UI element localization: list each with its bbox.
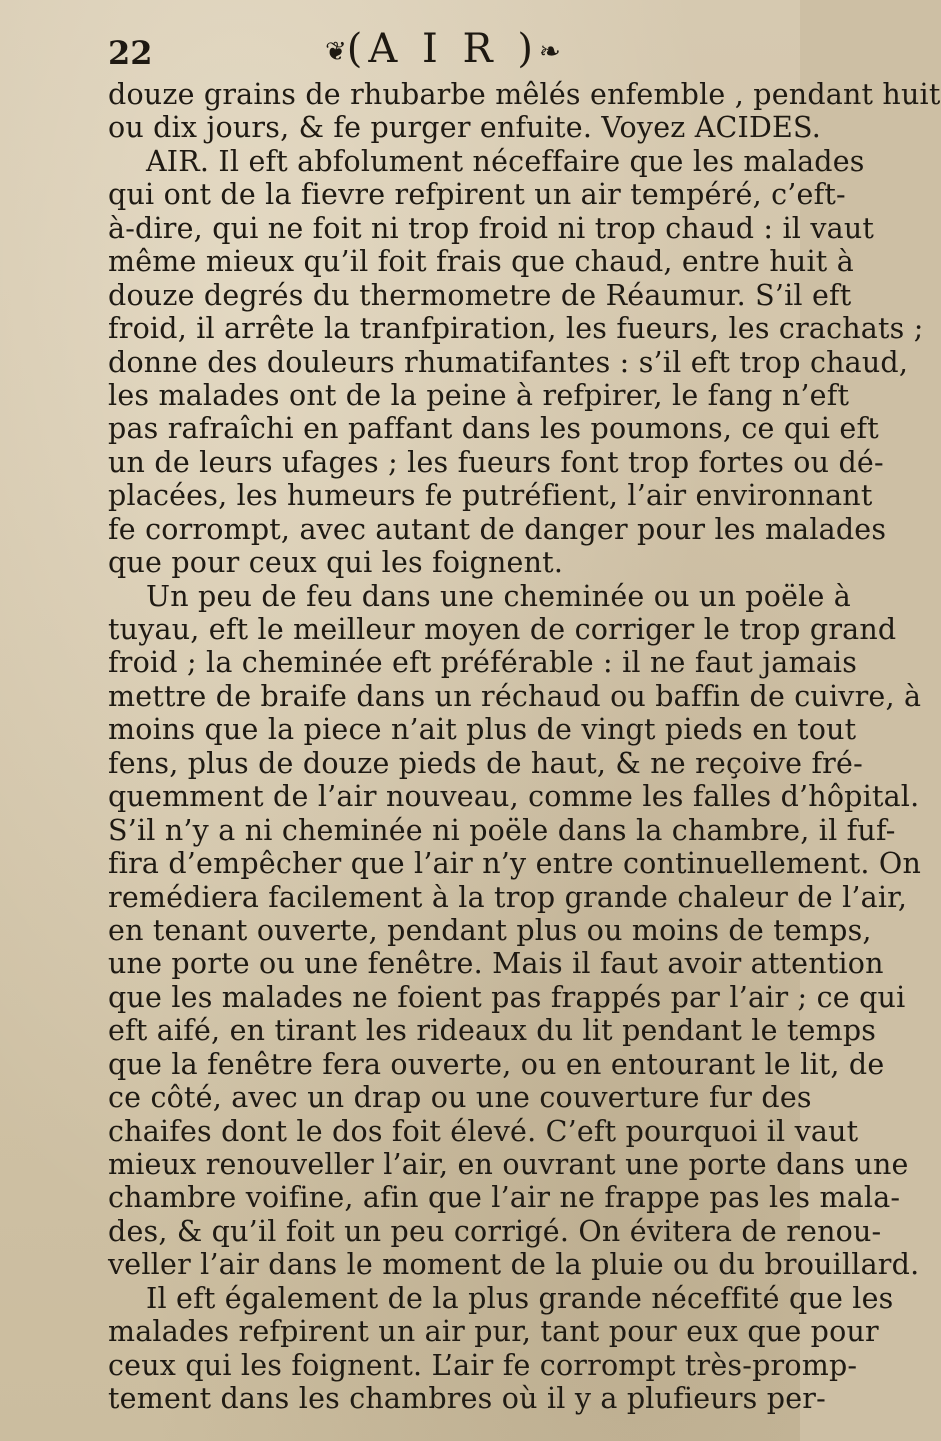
text-line: mettre de braife dans un réchaud ou baffin de cuivre, à [108, 679, 922, 713]
text-line: douze degrés du thermometre de Réaumur. S’il eft [108, 278, 852, 312]
text-line: les malades ont de la peine à refpirer, le fang n’eft [108, 378, 850, 412]
text-line: chambre voifine, afin que l’air ne frappe pas les mala- [108, 1181, 901, 1215]
text-line: fens, plus de douze pieds de haut, & ne reçoive fré- [108, 746, 863, 780]
text-line: un de leurs ufages ; les fueurs font trop fortes ou dé- [108, 445, 884, 479]
text-line: donne des douleurs rhumatifantes : s’il eft trop chaud, [108, 345, 909, 379]
text-line: tement dans les chambres où il y a plufieurs per- [108, 1382, 826, 1416]
ornament-right-icon: ❧ [538, 37, 561, 67]
text-line: placées, les humeurs fe putréfient, l’air environnant [108, 479, 873, 513]
body-text [108, 78, 941, 1416]
text-line: froid, il arrête la tranfpiration, les fueurs, les crachats ; [108, 312, 924, 346]
text-line: chaifes dont le dos foit élevé. C’eft pourquoi il vaut [108, 1114, 859, 1148]
text-line: douze grains de rhubarbe mêlés enfemble , pendant huit [108, 78, 941, 111]
text-line: des, & qu’il foit un peu corrigé. On évitera de renou- [108, 1214, 882, 1248]
text-line: eft aifé, en tirant les rideaux du lit pendant le temps [108, 1014, 877, 1048]
text-line: à-dire, qui ne foit ni trop froid ni trop chaud : il vaut [108, 211, 875, 245]
text-line: ce côté, avec un drap ou une couverture fur des [108, 1081, 812, 1115]
text-line: quemment de l’air nouveau, comme les falles d’hôpital. [108, 780, 920, 814]
text-line: veller l’air dans le moment de la pluie ou du brouillard. [108, 1248, 920, 1282]
text-line: même mieux qu’il foit frais que chaud, entre huit à [108, 245, 854, 279]
text-line: remédiera facilement à la trop grande chaleur de l’air, [108, 880, 908, 914]
text-line: qui ont de la fievre refpirent un air tempéré, c’eft- [108, 178, 846, 212]
page-header [0, 22, 800, 78]
page-number: 22 [108, 34, 153, 72]
text-line: que pour ceux qui les foignent. [108, 546, 564, 580]
text-line: fira d’empêcher que l’air n’y entre continuellement. On [108, 847, 922, 881]
text-line: Un peu de feu dans une cheminée ou un poële à [146, 579, 851, 613]
text-line: ou dix jours, & fe purger enfuite. Voyez ACIDES. [108, 111, 822, 145]
text-line: malades refpirent un air pur, tant pour eux que pour [108, 1315, 879, 1349]
text-line: une porte ou une fenêtre. Mais il faut avoir attention [108, 947, 884, 981]
text-line: S’il n’y a ni cheminée ni poële dans la chambre, il fuf- [108, 813, 896, 847]
text-line: froid ; la cheminée eft préférable : il ne faut jamais [108, 646, 858, 680]
running-head-title: (A I R ) [346, 26, 539, 72]
text-line: fe corrompt, avec autant de danger pour les malades [108, 512, 887, 546]
text-line: que les malades ne foient pas frappés par l’air ; ce qui [108, 980, 906, 1014]
text-line: ceux qui les foignent. L’air fe corrompt très-promp- [108, 1348, 858, 1382]
text-line: en tenant ouverte, pendant plus ou moins de temps, [108, 913, 872, 947]
ornament-left-icon: ❦ [325, 37, 347, 67]
text-line: mieux renouveller l’air, en ouvrant une porte dans une [108, 1148, 909, 1181]
text-line: Il eft également de la plus grande néceffité que les [146, 1281, 894, 1315]
text-line: que la fenêtre fera ouverte, ou en entourant le lit, de [108, 1047, 885, 1081]
text-line: tuyau, eft le meilleur moyen de corriger le trop grand [108, 613, 897, 646]
text-line: pas rafraîchi en paffant dans les poumons, ce qui eft [108, 412, 879, 446]
running-head [325, 26, 561, 72]
text-line: moins que la piece n’ait plus de vingt pieds en tout [108, 713, 857, 747]
text-line: AIR. Il eft abfolument néceffaire que les malades [146, 144, 865, 178]
